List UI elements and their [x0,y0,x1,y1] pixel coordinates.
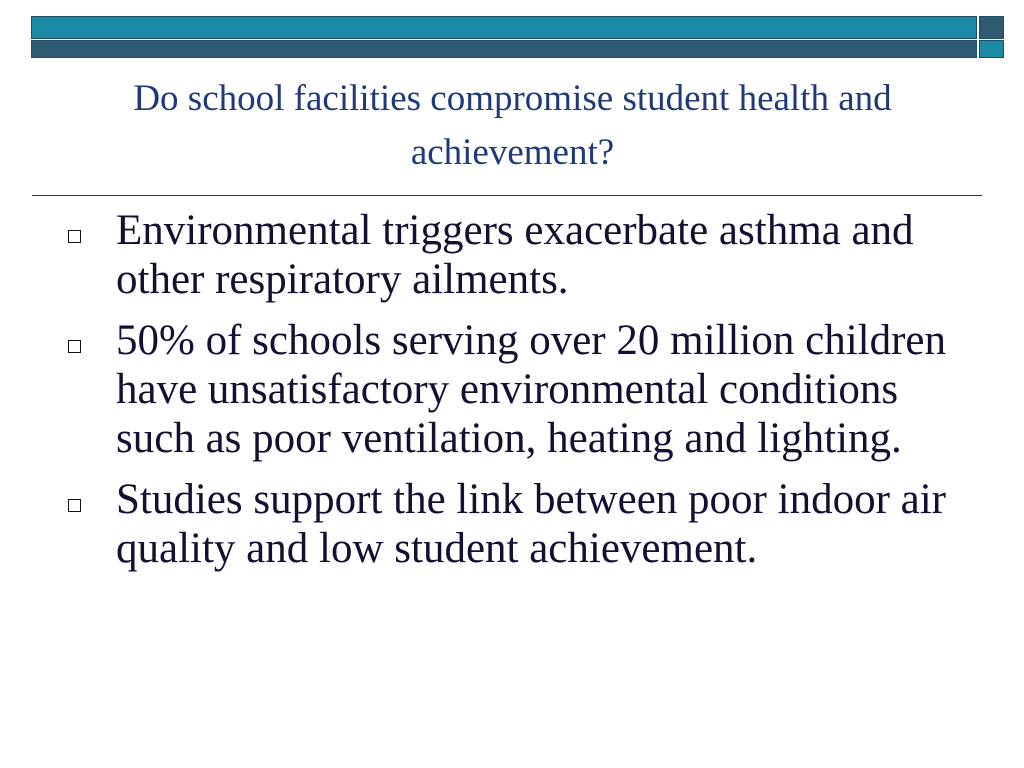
bullet-text: Environmental triggers exacerbate asthma and other respiratory ailments. [116,207,914,303]
list-item [62,316,962,463]
header-bar-bottom [31,40,977,58]
header-square-bottom [979,40,1004,58]
header-bar-top [31,16,977,39]
list-item [62,206,962,304]
hollow-square-icon [68,499,81,512]
hollow-square-icon [68,230,81,243]
title-divider [32,195,982,196]
bullet-list [62,206,962,585]
bullet-text: 50% of schools serving over 20 million children have unsatisfactory environmental conditions such as poor ventilation, heating and lighting. [116,317,946,462]
slide-title: Do school facilities compromise student health and achievement? [133,78,892,173]
hollow-square-icon [68,340,81,353]
header-square-top [979,16,1004,39]
bullet-text: Studies support the link between poor indoor air quality and low student achievement. [116,476,946,572]
list-item [62,475,962,573]
